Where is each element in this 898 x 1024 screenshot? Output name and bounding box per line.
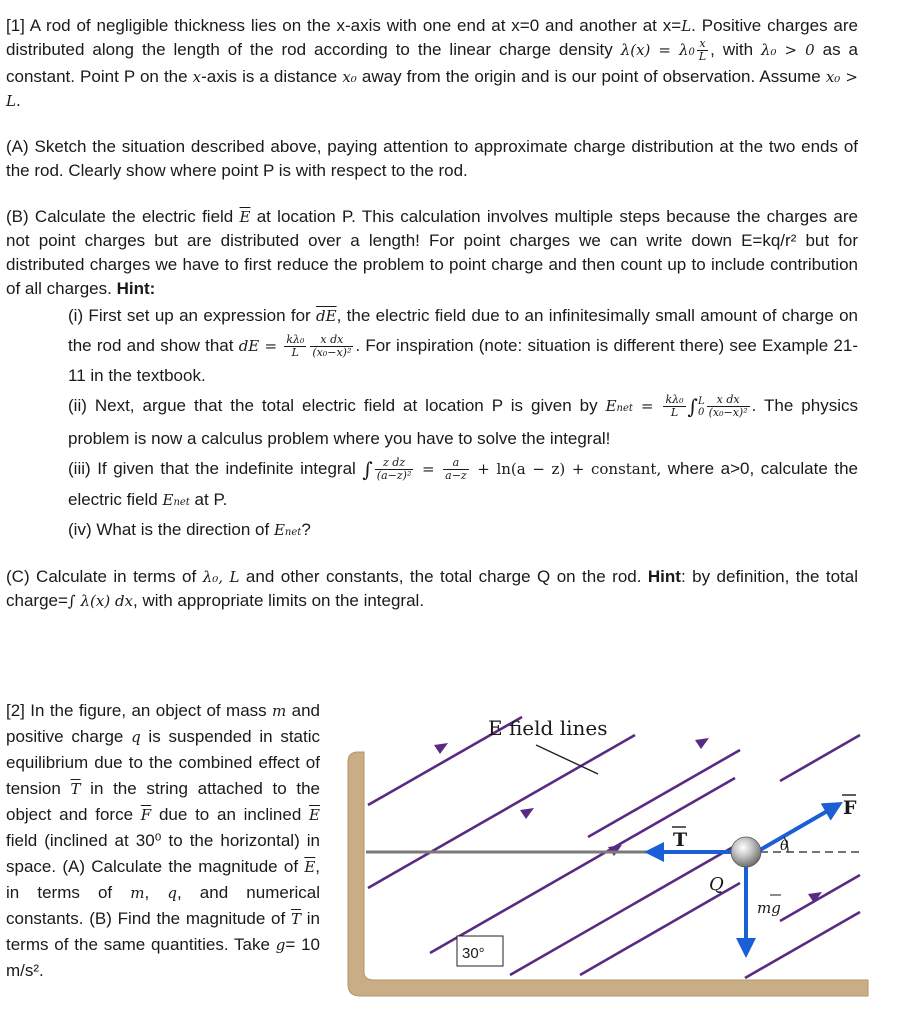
tension-label: T <box>673 829 688 851</box>
assumption: x₀ > L. <box>6 68 858 110</box>
step-iv: (iv) What is the direction of Enet? <box>68 519 311 539</box>
rod-length-symbol: L <box>681 17 692 35</box>
intro-text: as a constant. Point P on the <box>6 40 858 86</box>
charge-label: Q <box>709 874 724 895</box>
charged-ball <box>731 837 761 867</box>
charge-density-expression: λ(x) = λ <box>620 41 689 59</box>
theta-label: θ <box>780 838 789 854</box>
field-line <box>430 778 735 953</box>
field-line <box>588 750 740 837</box>
part-a: (A) Sketch the situation described above, paying attention to approximate charge distribution at the two ends of the rod. Clearly show where point P is with respect to the rod. <box>6 137 858 180</box>
field-line <box>780 875 860 921</box>
angle-label: 30° <box>462 945 485 962</box>
tension-symbol: $\overline{T}$ <box>70 780 81 798</box>
field-arrow-icon <box>695 738 709 749</box>
a-over-a-minus-z: $\frac{a}{a-z}$ <box>445 456 467 483</box>
intro-text: , with <box>710 40 762 59</box>
total-charge-integral: ∫ λ(x) dx <box>67 591 134 610</box>
lambda0-condition: λ₀ > 0 <box>761 41 815 59</box>
part-c: (C) Calculate in terms of λ₀, L and other constants, the total charge Q on the rod. Hint: by definition, the total charge=∫ λ(x) dx, with appropriate limits on the integral. <box>6 566 859 610</box>
field-line <box>368 735 635 888</box>
intro-text: away from the origin and is our point of observation. Assume <box>356 67 826 86</box>
hint-label: Hint: <box>116 279 156 298</box>
electric-force-arrow <box>760 806 836 850</box>
x-dx-fraction: $\frac{\text{x dx}}{\text{(x₀−x)²}}$ <box>708 393 748 420</box>
x0-symbol: x₀ <box>342 68 357 86</box>
k-lambda-over-L: $\frac{\text{kλ₀}}{L}$ <box>286 333 305 360</box>
mass-symbol: m <box>272 702 287 720</box>
part-c-variables: λ₀, L <box>202 567 240 586</box>
x-dx-fraction: $\frac{\text{x dx}}{\text{(x₀−x)²}}$ <box>312 333 352 360</box>
intro-text: . Positive charges are distributed along the length of the rod according to the linear charge density <box>6 16 859 59</box>
problem-1 <box>6 14 858 613</box>
field-line <box>580 883 740 975</box>
step-iii: (iii) If given that the indefinite integral ∫ $\frac{\text{z dz}}{\text{(a−z)²}}$ = $\frac{a}{a-z}$ + ln(a − z) + constant, where a>0, calculate the electric field Enet at P. <box>68 456 859 509</box>
intro-text: -axis is a distance <box>201 67 343 86</box>
x-axis-symbol: x <box>192 68 202 86</box>
problem-1-intro: [1] A rod of negligible thickness lies on the x-axis with one end at x=0 and another at x=L. Positive charges are distributed along the length of the rod according to the linear charge density λ(x) = λ0 $\frac{x}{L}$ , with λ₀ > 0 as a constant. Point P on the x-axis is a distance x₀ away from the origin and is our point of observation. Assume x₀ > L. <box>6 16 859 110</box>
problem-2: [2] In the figure, an object of mass m and positive charge q is suspended in static equilibrium due to the combined effect of tension $\overline{T}$ in the string attached to the object and force $\overline{F}$ due to an inclined $\overline{E}$ field (inclined at 30⁰ to the horizontal) in space. (A) Calculate the magnitude of $\overline{E}$, in terms of m, q, and numerical constants. (B) Find the magnitude of $\overline{T}$ in terms of the same quantities. Take g= 10 m/s². <box>6 701 321 980</box>
field-line <box>510 843 740 975</box>
x-over-L-fraction: $\frac{x}{L}$ <box>698 37 707 64</box>
field-line <box>745 912 860 978</box>
charge-symbol: q <box>131 728 141 746</box>
equilibrium-figure <box>340 700 870 1010</box>
z-dz-fraction: $\frac{\text{z dz}}{\text{(a−z)²}}$ <box>376 456 412 483</box>
hint-label: Hint <box>647 566 681 586</box>
step-i: (i) First set up an expression for $\overline{dE}$, the electric field due to an infinitesimally small amount of charge on the rod and show that dE = $\frac{\text{kλ₀}}{L}$ $\frac{\text{x dx}}{\text{(x₀−x)²}}$ . For inspiration (note: situation is different there) see Example 21-11 in the textbook. <box>68 306 858 385</box>
field-lines-label: E field lines <box>488 716 608 740</box>
intro-text: [1] A rod of negligible thickness lies on the x-axis with one end at x=0 and another at x= <box>6 16 682 35</box>
integral-limits: L 0 <box>697 395 705 418</box>
de-equation: dE = <box>238 337 278 355</box>
integral-sign: ∫ <box>687 394 698 419</box>
field-label-pointer <box>536 745 598 774</box>
weight-label: mg <box>757 899 781 917</box>
force-label: F <box>843 797 857 819</box>
e-net-symbol: E <box>605 397 617 415</box>
gravity-symbol: g <box>275 936 286 954</box>
e-vector-symbol: $\overline{E}$ <box>239 208 251 226</box>
field-line <box>780 735 860 781</box>
k-lambda-over-L: $\frac{\text{kλ₀}}{L}$ <box>665 393 684 420</box>
integral-sign: ∫ <box>362 457 373 482</box>
step-ii: (ii) Next, argue that the total electric field at location P is given by Enet = $\frac{\text{kλ₀}}{L}$ ∫ L 0 $\frac{\text{x dx}}{\text{(x₀−x)²}}$ . The physics problem is now a calculus problem where you have to solve the integral! <box>68 393 858 448</box>
force-symbol: $\overline{F}$ <box>140 806 152 824</box>
de-vector-symbol: $\overline{dE}$ <box>316 307 337 325</box>
part-b: (B) Calculate the electric field $\overline{E}$ at location P. This calculation involves multiple steps because the charges are not point charges but are distributed over a length! For point charges we can write down E=kq/r² but for distributed charges we have to first reduce the problem to point charge and then count up to include contribution of all charges. Hint: <box>6 207 858 298</box>
field-arrow-icon <box>520 808 534 819</box>
field-arrowheads <box>434 738 822 903</box>
ln-expression: + ln(a − z) + constant, <box>470 460 662 478</box>
field-arrow-icon <box>434 743 448 754</box>
field-symbol: $\overline{E}$ <box>309 806 320 824</box>
